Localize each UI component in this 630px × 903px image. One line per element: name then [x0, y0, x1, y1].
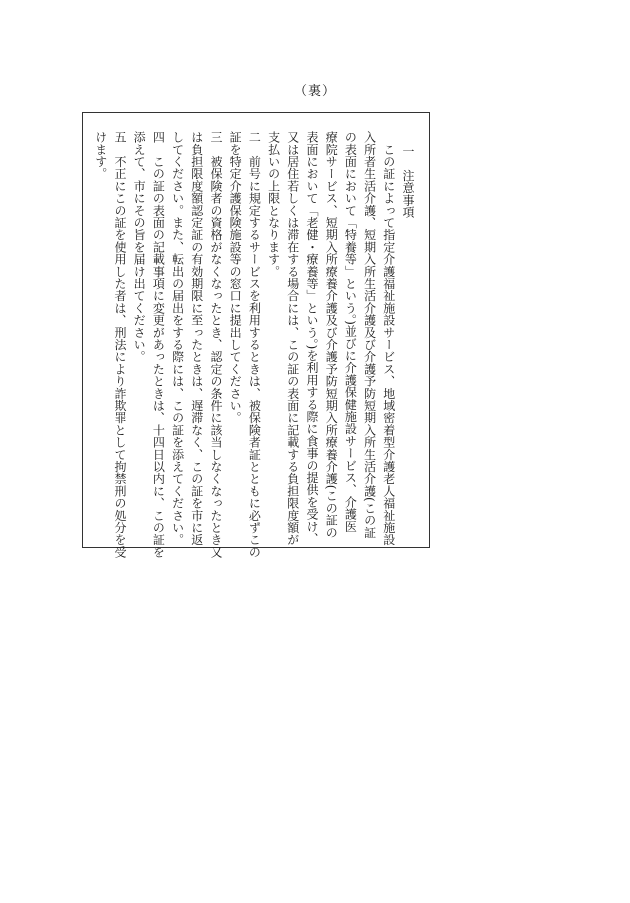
notice-line: 入所者生活介護、短期入所生活介護及び介護予防短期入所生活介護(この証 [362, 131, 377, 539]
notice-line: 三 被保険者の資格がなくなったとき、認定の条件に該当しなくなったとき又 [208, 131, 223, 558]
notice-line: この証によって指定介護福祉施設サービス、地域密着型介護老人福祉施設 [381, 131, 396, 546]
page-side-label: （裏） [293, 84, 336, 99]
notice-line: けます。 [93, 131, 108, 180]
notice-line: 支払いの上限となります。 [266, 131, 281, 278]
notice-line: 又は居住若しくは滞在する場合には、この証の表面に記載する負担限度額が [285, 131, 300, 546]
notice-line: してください。また、転出の届出をする際には、この証を添えてください。 [170, 131, 185, 546]
notice-title: 一 注意事項 [401, 145, 415, 219]
notice-line: の表面において「特養等」という。)並びに介護保健施設サービス、介護医 [343, 131, 358, 533]
notice-line: 二 前号に規定するサービスを利用するときは、被保険者証とともに必ずこの [247, 131, 262, 558]
notice-line: 証を特定介護保険施設等の窓口に提出してください。 [228, 131, 243, 424]
notice-line: 四 この証の表面の記載事項に変更があったときは、十四日以内に、この証を [151, 131, 166, 558]
notice-line: 療院サービス、短期入所療養介護及び介護予防短期入所療養介護(この証の [324, 131, 339, 539]
notice-line: 添えて、市にその旨を届け出てください。 [132, 131, 147, 363]
notice-box [82, 112, 430, 558]
notice-line: 五 不正にこの証を使用した者は、刑法により詐欺罪として拘禁刑の処分を受 [112, 131, 127, 558]
notice-text [91, 131, 417, 558]
notice-line: 表面において「老健・療養等」という。)を利用する際に食事の提供を受け、 [304, 131, 319, 545]
notice-line: は負担限度額認定証の有効期限に至ったときは、遅滞なく、この証を市に返 [189, 131, 204, 546]
